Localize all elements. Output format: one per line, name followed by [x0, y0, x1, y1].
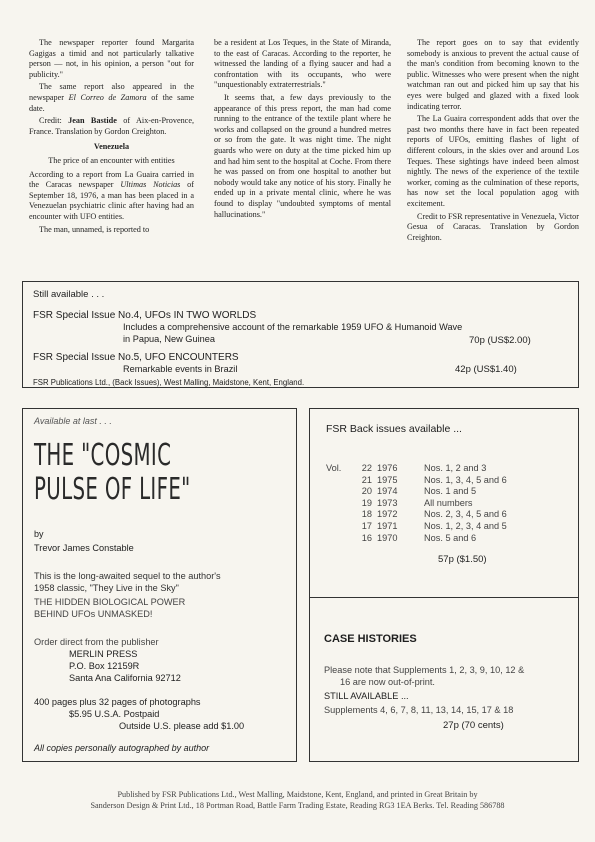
available-issues: Nos. 1 and 5: [424, 486, 477, 497]
back-issues-table: [326, 463, 566, 544]
publisher-address: FSR Publications Ltd., (Back Issues), West Malling, Maidstone, Kent, England.: [33, 378, 305, 387]
special-issue-5-price: 42p (US$1.40): [455, 364, 517, 375]
us-price: $5.95 U.S.A. Postpaid: [69, 709, 160, 719]
supplements-price: 27p (70 cents): [443, 720, 504, 731]
overseas-price: Outside U.S. please add $1.00: [119, 721, 245, 731]
table-row: [326, 486, 566, 498]
table-row: [326, 498, 566, 510]
author-name: Trevor James Constable: [34, 543, 134, 553]
volume-year: 1976: [377, 463, 398, 473]
special-issue-4-description: Includes a comprehensive account of the remarkable 1959 UFO & Humanoid Wave: [123, 322, 463, 332]
volume-number: 20: [361, 486, 372, 497]
special-issue-4-price: 70p (US$2.00): [469, 335, 531, 346]
table-row: [326, 463, 566, 475]
available-issues: Nos. 1, 2, 3, 4 and 5: [424, 520, 507, 531]
newspaper-name: El Correo de Zamora: [68, 92, 147, 102]
still-available-label: STILL AVAILABLE ...: [324, 691, 409, 701]
paragraph: Credit to FSR representative in Venezuela, Victor Gesua of Caracas. Translation by Gordon Creighton.: [407, 211, 579, 242]
publisher-city: Santa Ana California 92712: [69, 673, 181, 683]
publisher-name: MERLIN PRESS: [69, 649, 138, 659]
paragraph: The newspaper reporter found Margarita Gagigas a timid and not particularly talkative person — not, in his opinion, a person "out for publicity.": [29, 38, 194, 79]
table-row: [326, 521, 566, 533]
paragraph: The same report also appeared in the newspaper El Correo de Zamora of the same date.: [29, 82, 194, 113]
volume-number: 16: [361, 532, 372, 543]
volume-number: 18: [361, 509, 372, 520]
available-issues: All numbers: [424, 497, 473, 508]
volume-year: 1974: [377, 486, 398, 497]
special-issue-4-title: FSR Special Issue No.4, UFOs IN TWO WORLDS: [33, 310, 257, 321]
paragraph: According to a report from La Guaira carried in the Caracas newspaper Ultimas Noticias of September 18, 1976, a man has been placed in a Venezuelan psychiatric clinic after having had an encounter with UFO entities.: [29, 169, 194, 221]
article-column-2: [214, 38, 391, 222]
available-supplements: Supplements 4, 6, 7, 8, 11, 13, 14, 15, 17 & 18: [324, 705, 514, 715]
order-instructions: Order direct from the publisher: [34, 637, 159, 647]
cosmic-pulse-ad: [22, 408, 297, 762]
page-count: 400 pages plus 32 pages of photographs: [34, 697, 201, 707]
special-issue-4-description: in Papua, New Guinea: [123, 334, 215, 344]
publisher-pobox: P.O. Box 12159R: [69, 661, 140, 671]
credit-name: Jean Bastide: [68, 116, 117, 126]
newspaper-name: Ultimas Noticias: [120, 180, 181, 190]
paragraph: It seems that, a few days previously to the appearance of this press report, the man had come running to the entrance of the textile plant where he works and collapsed on the ground a hundred metres or so from the gate. It was night time. The night guards who were on duty at the time picked him up and had him sent to the hospital at Coche. From there he was passed on from one hospital to another but nobody would take any notice of his story. Finally he ended up in a private mental clinic, where he was found to display "undoubted symptoms of mental hallucinations.": [214, 92, 391, 219]
available-issues: Nos. 5 and 6: [424, 532, 477, 543]
article-column-1: [29, 38, 194, 237]
box-title: CASE HISTORIES: [324, 633, 417, 645]
paragraph: be a resident at Los Teques, in the State of Miranda, to the east of Caracas. According to the reporter, he witnessed the landing of a flying saucer and had a confrontation with its occupants, who were "unquestionably extraterrestrials.": [214, 38, 391, 90]
book-tagline: BEHIND UFOs UNMASKED!: [34, 609, 153, 619]
out-of-print-note: Please note that Supplements 1, 2, 3, 9, 10, 12 &: [324, 665, 525, 675]
special-issue-5-title: FSR Special Issue No.5, UFO ENCOUNTERS: [33, 352, 239, 363]
book-title-line-1: THE "COSMIC: [34, 438, 172, 473]
volume-year: 1973: [377, 497, 398, 508]
table-row: [326, 533, 566, 545]
section-title: Venezuela: [93, 142, 130, 152]
volume-number: 22: [361, 463, 372, 473]
article-column-3: [407, 38, 579, 245]
case-histories-box: [309, 598, 579, 762]
available-issues: Nos. 1, 3, 4, 5 and 6: [424, 474, 507, 485]
back-issues-box: [309, 408, 579, 598]
volume-number: 21: [361, 474, 372, 485]
by-label: by: [34, 529, 44, 539]
book-title-line-2: PULSE OF LIFE": [34, 472, 191, 507]
back-issues-price: 57p ($1.50): [438, 554, 487, 565]
volume-year: 1970: [377, 532, 398, 543]
out-of-print-note: 16 are now out-of-print.: [340, 677, 435, 687]
box-title: FSR Back issues available ...: [326, 423, 462, 435]
book-description: This is the long-awaited sequel to the author's: [34, 571, 221, 581]
paragraph: The report goes on to say that evidently somebody is anxious to prevent the actual cause of the man's condition from becoming known to the public. Witnesses who were present when the night watchman ran out and picked him up say that his eyes were bulged and glazed with a fixed look indicating terror.: [407, 38, 579, 111]
box-title: Still available . . .: [33, 289, 105, 300]
credit-paragraph: Credit: Jean Bastide of Aix-en-Provence, France. Translation by Gordon Creighton.: [29, 116, 194, 136]
available-issues: Nos. 2, 3, 4, 5 and 6: [424, 509, 507, 520]
imprint-line: Sanderson Design & Print Ltd., 18 Portman Road, Battle Farm Trading Estate, Reading RG3 1EA Berks. Tel. Reading 586788: [90, 801, 505, 810]
vol-label: Vol.: [326, 463, 342, 473]
volume-year: 1971: [377, 520, 398, 531]
special-issue-5-description: Remarkable events in Brazil: [123, 364, 238, 374]
volume-number: 17: [361, 520, 372, 531]
paragraph: The La Guaira correspondent adds that over the past two months there have in fact been repeated reports of UFOs, emitting flashes of light of different colours, in the skies over and around Los Teques. These sightings have indeed been almost nightly. The news of the experience of the textile worker, coming as the culmination of these reports, has now set the local population agog with excitement.: [407, 114, 579, 208]
book-description: 1958 classic, "They Live in the Sky": [34, 583, 179, 593]
available-tagline: Available at last . . .: [34, 416, 112, 426]
autograph-note: All copies personally autographed by author: [34, 743, 210, 753]
available-issues: Nos. 1, 2 and 3: [424, 463, 487, 473]
volume-year: 1975: [377, 474, 398, 485]
section-subtitle: The price of an encounter with entities: [48, 155, 175, 165]
still-available-box: [22, 281, 579, 388]
table-row: [326, 475, 566, 487]
paragraph: The man, unnamed, is reported to: [39, 224, 150, 234]
imprint-line: Published by FSR Publications Ltd., West Malling, Maidstone, Kent, England, and printed in Great Britain by: [117, 790, 478, 799]
book-tagline: THE HIDDEN BIOLOGICAL POWER: [34, 597, 186, 607]
volume-number: 19: [361, 497, 372, 508]
volume-year: 1972: [377, 509, 398, 520]
table-row: [326, 509, 566, 521]
